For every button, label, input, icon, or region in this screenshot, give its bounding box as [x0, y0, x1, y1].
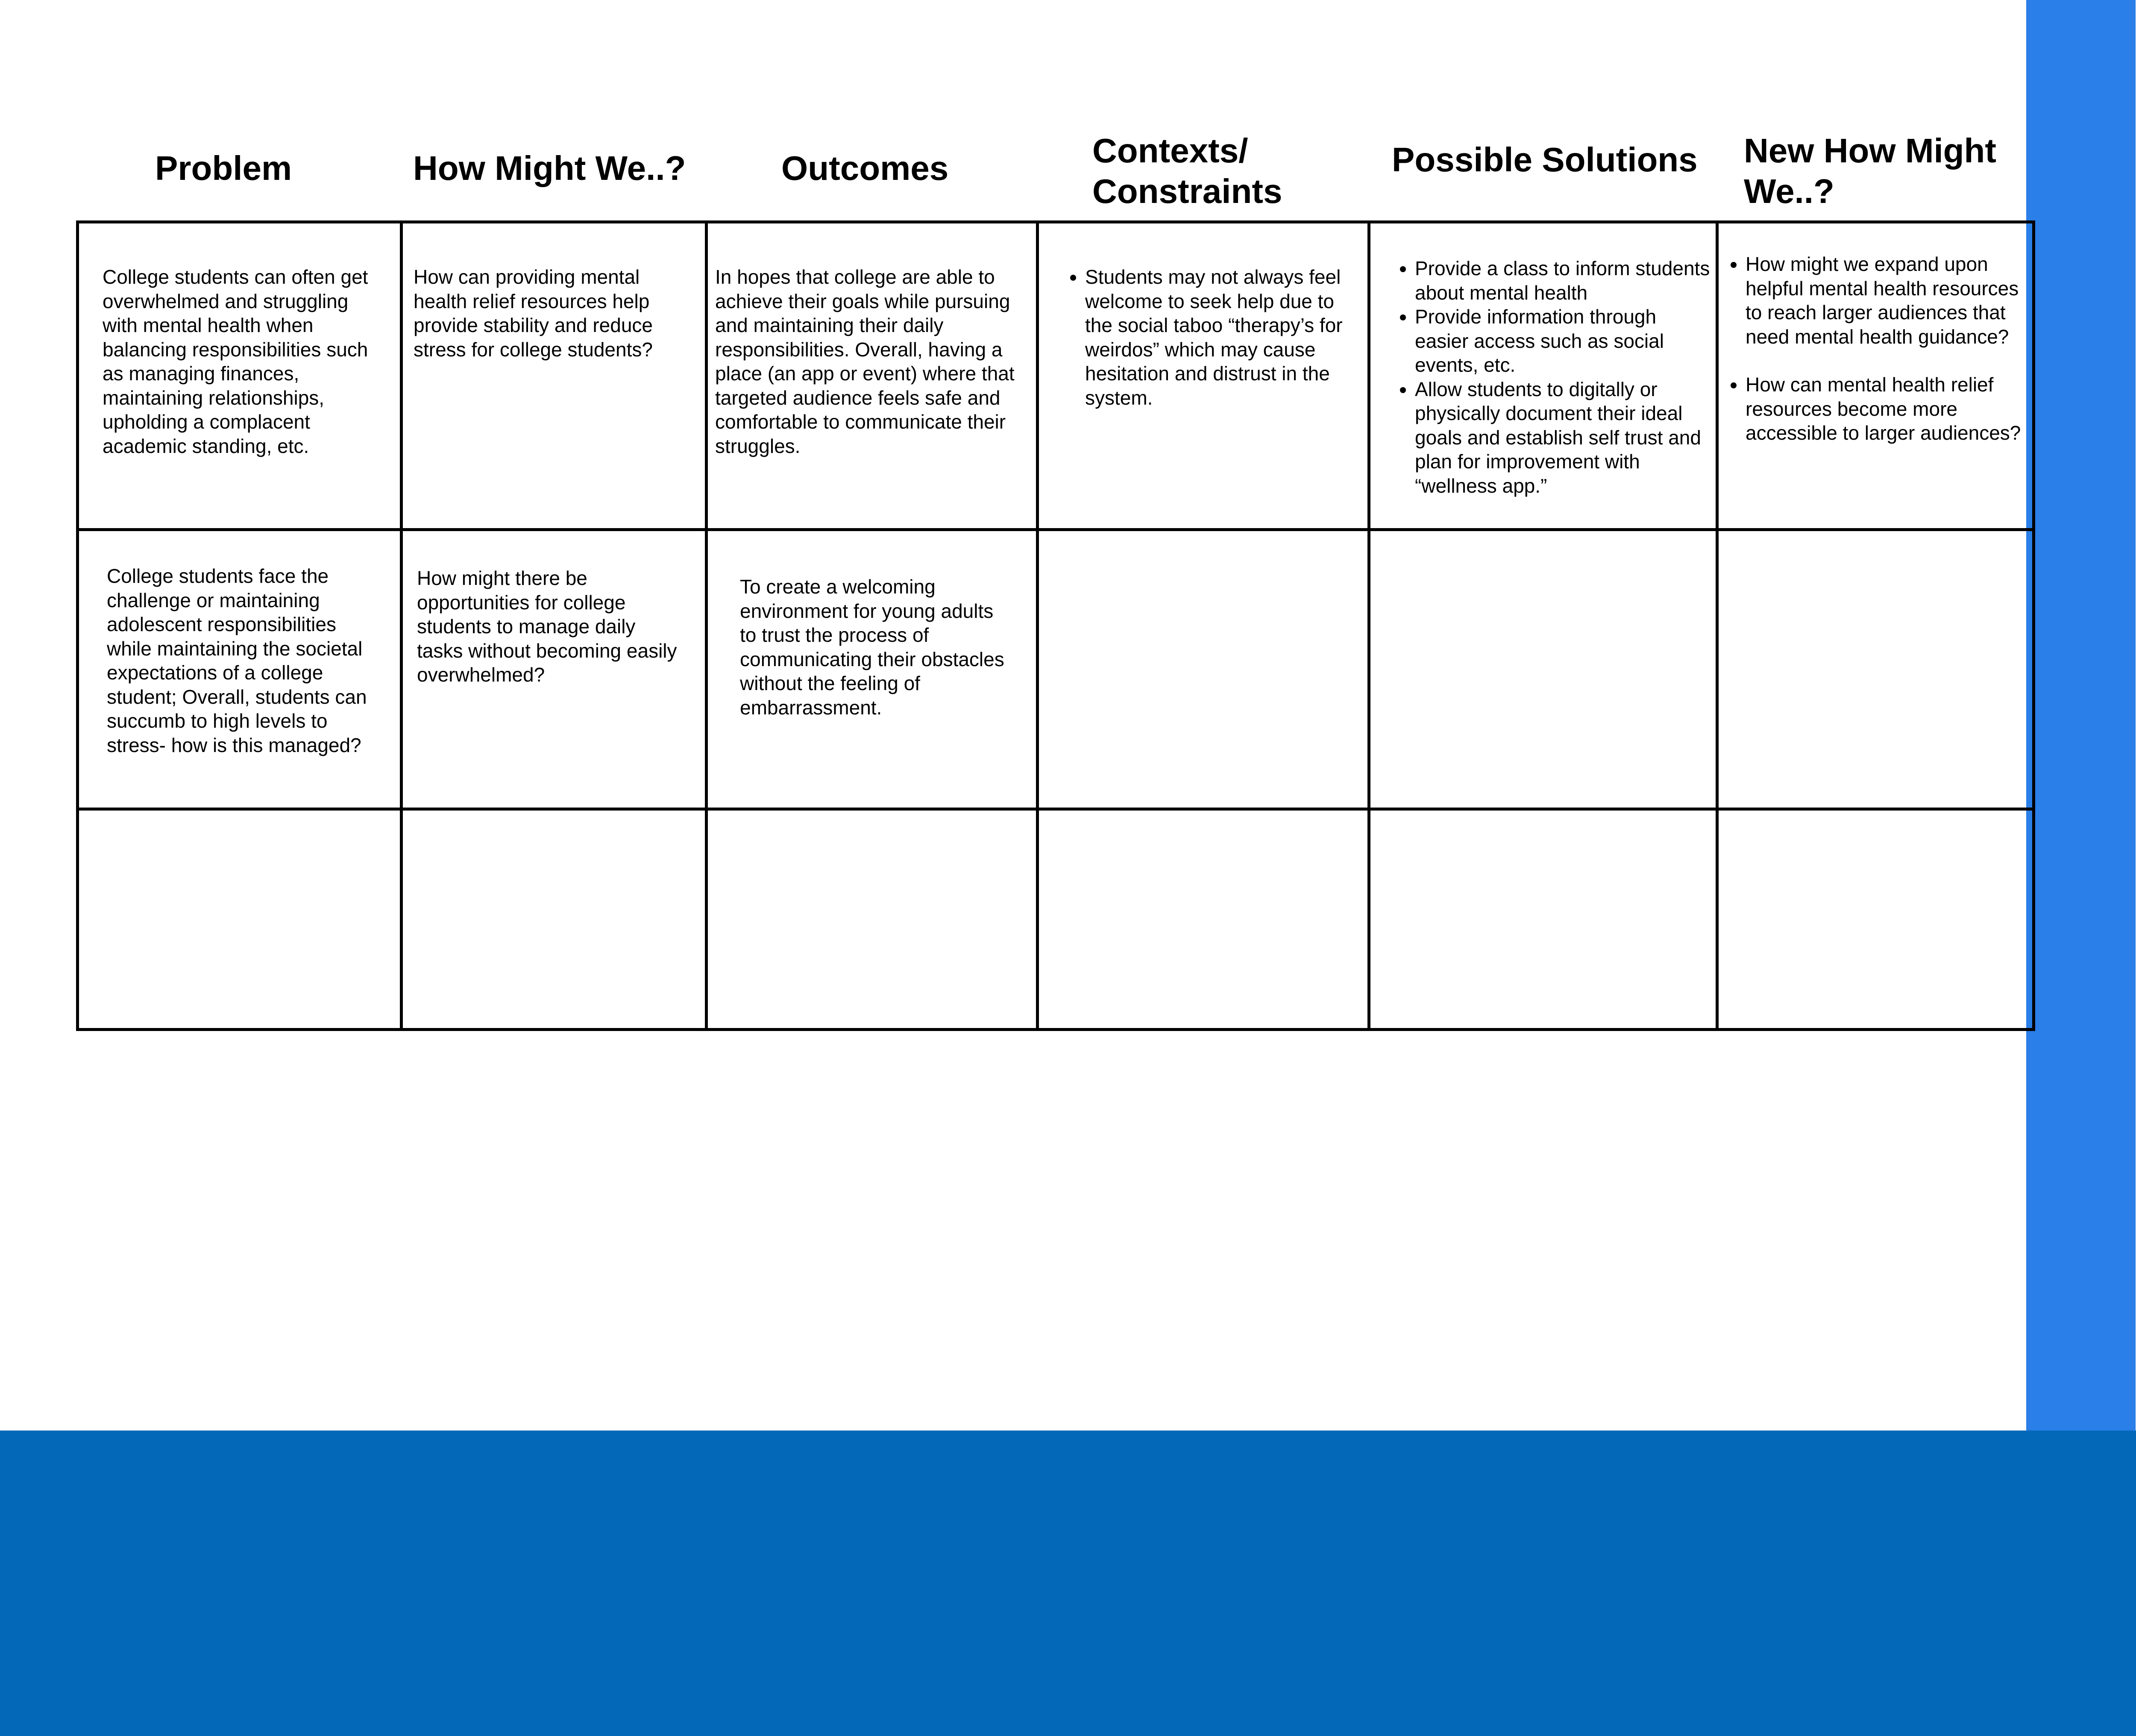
header-new-hmw-line2: We..? [1744, 172, 1834, 210]
list-item: • How might we expand upon helpful mental health resources to reach larger audiences that need mental health guidance? [1746, 252, 2023, 349]
cell-r1-contexts [1064, 265, 1354, 410]
list-item: • Students may not always feel welcome to seek help due to the social taboo “therapy’s for weirdos” which may cause hesitation and distrust in the system. [1085, 265, 1354, 410]
bullet-list [1394, 256, 1712, 498]
cell-text: In hopes that college are able to achieve their goals while pursuing and maintaining their daily responsibilities. Overall, having a place (an app or event) where that targeted audience feels safe and comfortable to communicate their struggles. [715, 266, 1015, 457]
header-possible-solutions: Possible Solutions [1392, 141, 1698, 179]
cell-r1-outcomes [715, 265, 1027, 458]
table-row-divider [76, 528, 2035, 531]
cell-r1-new-how-might-we [1724, 252, 2023, 445]
bullet-list [1064, 265, 1354, 410]
cell-r2-problem [107, 564, 376, 757]
header-problem: Problem [155, 149, 292, 187]
footer-band [0, 1431, 2136, 1736]
header-new-hmw-line1: New How Might [1744, 132, 1997, 170]
list-item: • Provide information through easier access such as social events, etc. [1415, 305, 1712, 377]
cell-text: How might there be opportunities for college students to manage daily tasks without becoming easily overwhelmed? [417, 567, 677, 686]
table-column-divider [1036, 220, 1039, 1031]
bullet-list [1724, 252, 2023, 445]
header-how-might-we: How Might We..? [413, 149, 686, 187]
table-column-divider [705, 220, 708, 1031]
cell-r2-outcomes [740, 575, 1013, 720]
cell-text: How can providing mental health relief resources help provide stability and reduce stress for college students? [414, 266, 653, 361]
table-column-divider [1716, 220, 1719, 1031]
table-border-top [76, 220, 2035, 223]
table-border-bottom [76, 1028, 2035, 1031]
table-border-right [2032, 220, 2035, 1031]
cell-r1-how-might-we [414, 265, 687, 361]
header-new-how-might-we [1744, 130, 1996, 211]
header-contexts-line2: Constraints [1092, 172, 1282, 210]
cell-text: College students face the challenge or maintaining adolescent responsibilities while maintaining the societal expectations of a college student; Overall, students can succumb to high levels to stress- how is this managed? [107, 565, 367, 756]
list-item: • How can mental health relief resources become more accessible to larger audiences? [1746, 373, 2023, 445]
cell-text: To create a welcoming environment for young adults to trust the process of communicating their obstacles without the feeling of embarrassment. [740, 576, 1004, 719]
header-outcomes: Outcomes [781, 149, 949, 187]
header-contexts-line1: Contexts/ [1092, 132, 1248, 170]
table-column-divider [400, 220, 403, 1031]
cell-text: College students can often get overwhelmed and struggling with mental health when balancing responsibilities such as managing finances, maintaining relationships, upholding a complacent academic standing, etc. [103, 266, 368, 457]
table-row-divider [76, 808, 2035, 811]
list-item: • Provide a class to inform students about mental health [1415, 256, 1712, 305]
cell-r1-solutions [1394, 256, 1712, 498]
header-contexts-constraints [1092, 130, 1282, 211]
table-column-divider [1367, 220, 1370, 1031]
blue-divider-stripe [2026, 0, 2136, 1431]
list-item: • Allow students to digitally or physically document their ideal goals and establish self trust and plan for improvement with “wellness app.” [1415, 377, 1712, 498]
cell-r1-problem [103, 265, 376, 458]
table-column-divider [76, 220, 79, 1031]
list-spacer [1746, 349, 2023, 373]
cell-r2-how-might-we [417, 566, 682, 687]
